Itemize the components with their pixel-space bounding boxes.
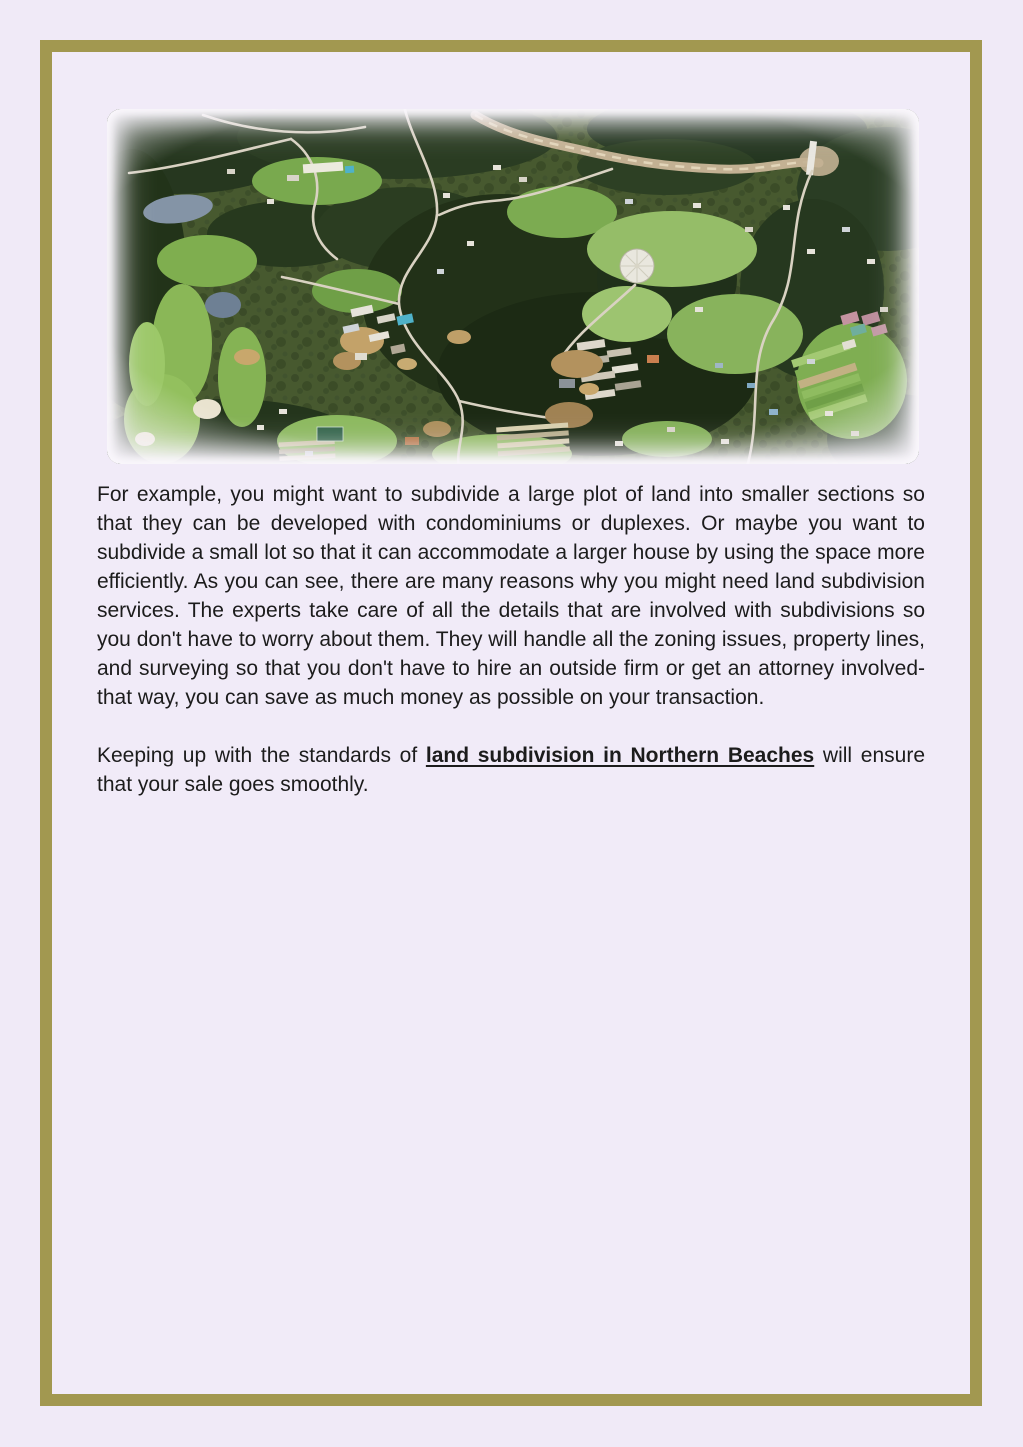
photo-vignette [107,109,919,464]
article-text [97,480,925,799]
paragraph-2-prefix: Keeping up with the standards of [97,744,426,767]
aerial-photo-illustration [107,109,919,464]
northern-beaches-link[interactable]: land subdivision in Northern Beaches [425,744,815,767]
paragraph-2-suffix: will ensure that your sale goes smoothly. [97,744,925,796]
aerial-photo [107,109,919,464]
paragraph-1: For example, you might want to subdivide a large plot of land into smaller sections so that they can be developed with condominiums or duplexes. Or maybe you want to subdivide a small lot so that it can accommodate a larger house by using the space more efficiently. As you can see, there are many reasons why you might need land subdivision services. The experts take care of all the details that are involved with subdivisions so you don't have to worry about them. They will handle all the zoning issues, property lines, and surveying so that you don't have to hire an outside firm or get an attorney involved-that way, you can save as much money as possible on your transaction. [97,483,925,709]
paragraph-2 [97,741,925,799]
